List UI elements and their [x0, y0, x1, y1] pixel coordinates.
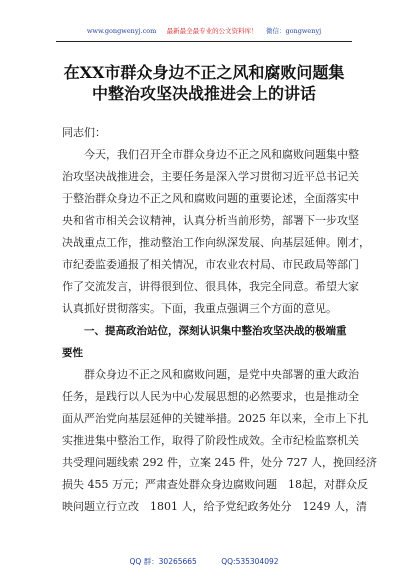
title-line-2: 中整治攻坚决战推进会上的讲话	[91, 84, 316, 103]
paragraph-line: 面从严治党向基层延伸的关键举措。2025 年以来，全市上下扎	[62, 412, 369, 425]
qq-contact-text: QQ:535304092	[221, 557, 279, 566]
promo-text: 最新最全最专业的公文资料库！	[166, 27, 258, 35]
paragraph-line: 治攻坚决战推进会，主要任务是深入学习贯彻习近平总书记关	[62, 170, 359, 183]
paragraph-line: 损失 455 万元；严肃查处群众身边腐败问题 18起，对群众反	[62, 478, 368, 491]
heading-line: 要性	[62, 347, 83, 359]
paragraph-line: 认真抓好贯彻落实。下面，我重点强调三个方面的意见。	[62, 302, 337, 315]
title-line-1: 在XX市群众身边不正之风和腐败问题集	[63, 63, 345, 82]
paragraph-line: 于整治群众身边不正之风和腐败问题的重要论述，全面落实中	[62, 192, 359, 205]
header-divider	[56, 41, 352, 42]
document-body	[62, 122, 377, 518]
paragraph-line: 作了交流发言，讲得很到位、很具体，我完全同意。希望大家	[62, 280, 359, 293]
section-heading	[62, 320, 346, 364]
site-link[interactable]: www.gongwenyj.com	[86, 27, 157, 35]
paragraph-2	[62, 364, 377, 518]
paragraph-line: 共受理问题线索 292 件，立案 245 件，处分 727 人，挽回经济	[62, 456, 377, 469]
paragraph-1	[62, 144, 370, 320]
paragraph-line: 映问题立行立改 1801 人，给予党纪政务处分 1249 人，清	[62, 500, 367, 513]
wechat-text: 微信：gongwenyj	[265, 27, 322, 35]
salutation: 同志们：	[62, 126, 106, 139]
document-title	[44, 62, 364, 104]
paragraph-line: 市纪委监委通报了相关情况，市农业农村局、市民政局等部门	[62, 258, 359, 271]
heading-line: 一、提高政治站位，深刻认识集中整治攻坚决战的极端重	[84, 325, 347, 337]
paragraph-line: 今天，我们召开全市群众身边不正之风和腐败问题集中整	[84, 148, 359, 161]
site-footer	[0, 557, 408, 567]
paragraph-line: 决战重点工作，推动整治工作向纵深发展、向基层延伸。刚才，	[62, 236, 370, 249]
paragraph-line: 任务，是践行以人民为中心发展思想的必然要求，也是推动全	[62, 390, 359, 403]
paragraph-line: 央和省市相关会议精神，认真分析当前形势，部署下一步攻坚	[62, 214, 359, 227]
paragraph-line: 实推进集中整治工作，取得了阶段性成效。全市纪检监察机关	[62, 434, 359, 447]
qq-group-text: QQ 群：30265665	[129, 557, 197, 566]
paragraph-line: 群众身边不正之风和腐败问题，是党中央部署的重大政治	[84, 368, 359, 381]
site-header	[0, 26, 408, 36]
